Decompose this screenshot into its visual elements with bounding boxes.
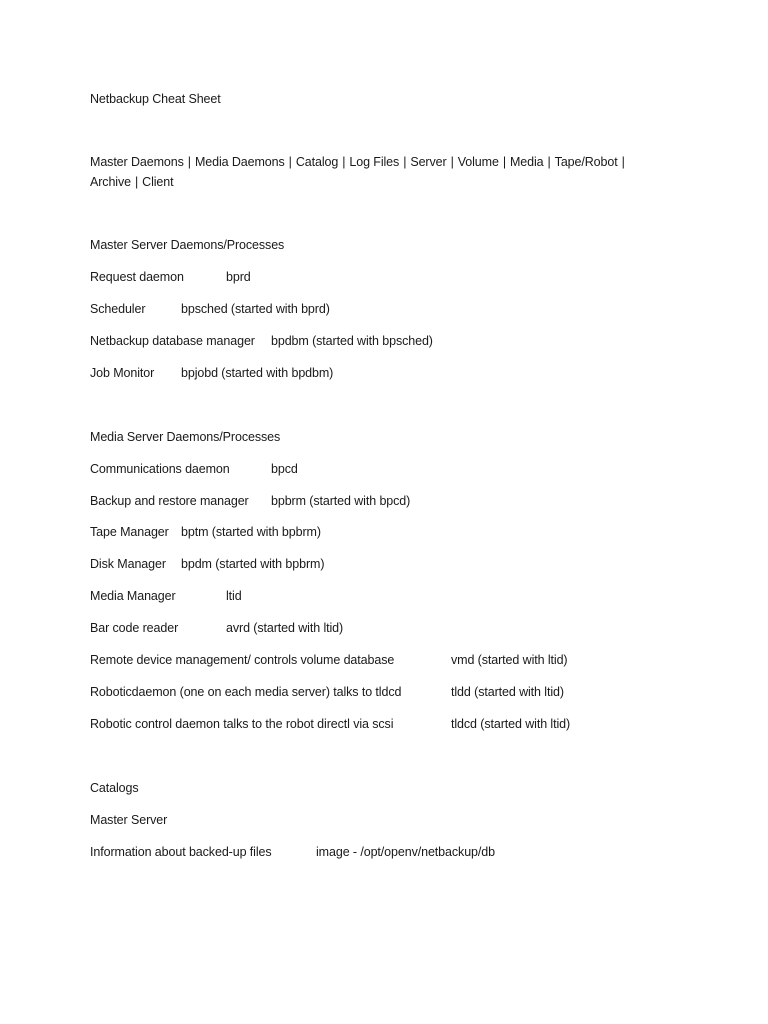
master-section-heading: Master Server Daemons/Processes [90, 238, 285, 252]
daemon-name: Job Monitor [90, 366, 155, 380]
daemon-process: avrd (started with ltid) [226, 621, 344, 635]
daemon-process: tldcd (started with ltid) [451, 717, 571, 731]
daemon-name: Robotic control daemon talks to the robot directl via scsi [90, 717, 394, 731]
catalog-item-name: Information about backed-up files [90, 845, 272, 859]
daemon-name: Netbackup database manager [90, 334, 255, 348]
nav-link-log-files[interactable]: Log Files [349, 155, 400, 169]
daemon-name: Backup and restore manager [90, 494, 249, 508]
daemon-process: bpcd [271, 462, 298, 476]
daemon-name: Request daemon [90, 270, 184, 284]
nav-link-tape-robot[interactable]: Tape/Robot [554, 155, 618, 169]
catalog-subheading: Master Server [90, 813, 168, 827]
nav-link-catalog[interactable]: Catalog [295, 155, 339, 169]
daemon-process: bptm (started with bpbrm) [181, 525, 321, 539]
catalog-section-heading: Catalogs [90, 781, 139, 795]
daemon-process: bpjobd (started with bpdbm) [181, 366, 334, 380]
nav-link-media-daemons[interactable]: Media Daemons [194, 155, 285, 169]
nav-link-master-daemons[interactable]: Master Daemons [90, 155, 184, 169]
nav-separator: | [502, 155, 506, 169]
daemon-name: Roboticdaemon (one on each media server) talks to tldcd [90, 685, 402, 699]
nav-separator: | [403, 155, 407, 169]
nav-link-client[interactable]: Client [142, 175, 174, 189]
daemon-name: Bar code reader [90, 621, 179, 635]
nav-separator: | [621, 155, 625, 169]
nav-separator: | [187, 155, 191, 169]
document-title: Netbackup Cheat Sheet [90, 92, 221, 106]
daemon-name: Media Manager [90, 589, 176, 603]
daemon-process: bpbrm (started with bpcd) [271, 494, 411, 508]
catalog-item-location: image - /opt/openv/netbackup/db [316, 845, 495, 859]
daemon-process: ltid [226, 589, 242, 603]
nav-line-1 [90, 154, 629, 170]
daemon-name: Disk Manager [90, 557, 166, 571]
nav-separator: | [342, 155, 346, 169]
nav-link-server[interactable]: Server [410, 155, 447, 169]
daemon-process: bprd [226, 270, 251, 284]
nav-link-archive[interactable]: Archive [90, 175, 131, 189]
nav-separator: | [450, 155, 454, 169]
daemon-name: Tape Manager [90, 525, 169, 539]
daemon-process: bpdbm (started with bpsched) [271, 334, 433, 348]
daemon-process: tldd (started with ltid) [451, 685, 564, 699]
media-section-heading: Media Server Daemons/Processes [90, 430, 281, 444]
daemon-process: vmd (started with ltid) [451, 653, 568, 667]
daemon-process: bpsched (started with bprd) [181, 302, 330, 316]
nav-link-volume[interactable]: Volume [457, 155, 499, 169]
nav-link-media[interactable]: Media [509, 155, 544, 169]
nav-line-2 [90, 174, 174, 190]
nav-separator: | [288, 155, 292, 169]
daemon-name: Remote device management/ controls volume database [90, 653, 395, 667]
nav-separator: | [134, 175, 139, 189]
daemon-name: Communications daemon [90, 462, 230, 476]
daemon-process: bpdm (started with bpbrm) [181, 557, 325, 571]
daemon-name: Scheduler [90, 302, 146, 316]
nav-separator: | [547, 155, 551, 169]
